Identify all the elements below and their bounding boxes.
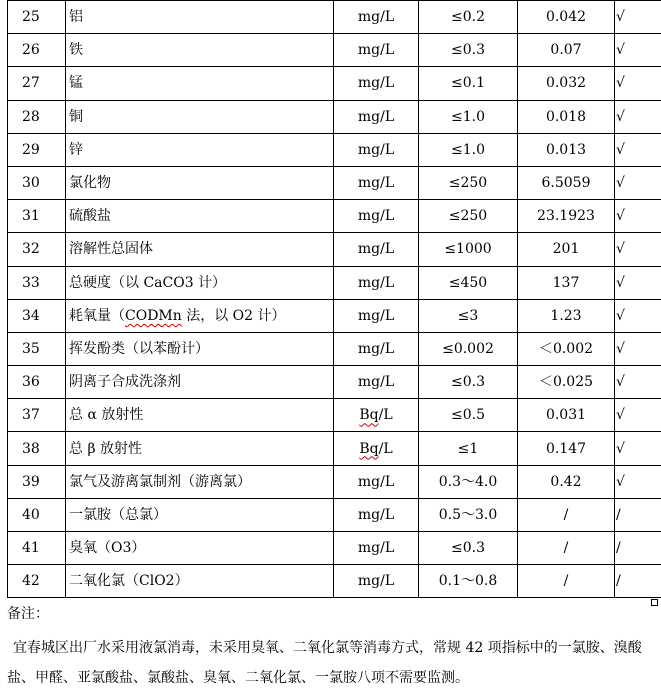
item-value: ＜0.002 [518, 332, 615, 365]
item-limit: ≤0.5 [419, 399, 518, 432]
table-row [8, 432, 661, 465]
item-value: 0.42 [518, 465, 615, 498]
item-name: 氯气及游离氯制剂（游离氯） [66, 465, 334, 498]
item-number: 39 [8, 465, 66, 498]
item-limit: ≤450 [419, 266, 518, 299]
item-value: 0.013 [518, 133, 615, 166]
item-unit: mg/L [334, 299, 419, 332]
item-limit: ≤250 [419, 200, 518, 233]
item-name: 铜 [66, 100, 334, 133]
item-status-mark: √ [615, 399, 661, 432]
item-number: 26 [8, 34, 66, 67]
item-limit: 0.1～0.8 [419, 565, 518, 598]
item-limit: 0.5～3.0 [419, 498, 518, 531]
item-limit: ≤1000 [419, 233, 518, 266]
item-status-mark: √ [615, 67, 661, 100]
note-text: 宜春城区出厂水采用液氯消毒，未采用臭氧、二氧化氯等消毒方式，常规 42 项指标中的一氯胺、溴酸盐、甲醛、亚氯酸盐、氯酸盐、臭氧、二氧化氯、一氯胺八项不需要监测。 [7, 633, 657, 693]
item-unit: mg/L [334, 565, 419, 598]
item-limit: ≤0.002 [419, 332, 518, 365]
table-row [8, 299, 661, 332]
item-unit: mg/L [334, 133, 419, 166]
item-status-mark: √ [615, 233, 661, 266]
item-value: 6.5059 [518, 166, 615, 199]
item-name: 阴离子合成洗涤剂 [66, 366, 334, 399]
item-number: 41 [8, 532, 66, 565]
item-value: 0.07 [518, 34, 615, 67]
item-status-mark: √ [615, 200, 661, 233]
item-name-part: 耗氧量（ [69, 308, 125, 324]
item-unit: mg/L [334, 465, 419, 498]
item-name: 铁 [66, 34, 334, 67]
item-limit: ≤0.3 [419, 532, 518, 565]
item-status-mark: √ [615, 166, 661, 199]
item-limit: ≤1.0 [419, 133, 518, 166]
item-limit: ≤1.0 [419, 100, 518, 133]
table-row [8, 266, 661, 299]
item-limit: ≤0.3 [419, 366, 518, 399]
item-status-mark: √ [615, 1, 661, 34]
item-name [66, 299, 334, 332]
item-value: 0.032 [518, 67, 615, 100]
table-row [8, 465, 661, 498]
item-unit: mg/L [334, 366, 419, 399]
item-value: 23.1923 [518, 200, 615, 233]
item-name: 臭氧（O3） [66, 532, 334, 565]
unit-part: /L [379, 407, 393, 423]
note-label: 备注： [7, 604, 49, 624]
item-status-mark: √ [615, 432, 661, 465]
item-number: 37 [8, 399, 66, 432]
item-unit: mg/L [334, 233, 419, 266]
item-name: 锰 [66, 67, 334, 100]
table-row [8, 1, 661, 34]
item-unit: mg/L [334, 1, 419, 34]
item-number: 40 [8, 498, 66, 531]
item-number: 30 [8, 166, 66, 199]
table-body [8, 1, 661, 598]
unit-term: Bq [359, 407, 378, 423]
item-number: 25 [8, 1, 66, 34]
item-unit [334, 432, 419, 465]
item-value: 0.018 [518, 100, 615, 133]
table-row [8, 233, 661, 266]
item-value: 0.147 [518, 432, 615, 465]
item-status-mark: √ [615, 100, 661, 133]
item-name: 硫酸盐 [66, 200, 334, 233]
item-name: 挥发酚类（以苯酚计） [66, 332, 334, 365]
item-number: 42 [8, 565, 66, 598]
item-limit: ≤0.2 [419, 1, 518, 34]
item-unit: mg/L [334, 166, 419, 199]
table-resize-handle[interactable] [651, 599, 658, 606]
item-name: 锌 [66, 133, 334, 166]
item-status-mark: √ [615, 465, 661, 498]
item-number: 36 [8, 366, 66, 399]
item-number: 34 [8, 299, 66, 332]
item-unit: mg/L [334, 67, 419, 100]
item-status-mark: √ [615, 133, 661, 166]
water-quality-table [7, 0, 661, 598]
table-row [8, 532, 661, 565]
item-name: 溶解性总固体 [66, 233, 334, 266]
item-name: 二氧化氯（ClO2） [66, 565, 334, 598]
item-name: 总 α 放射性 [66, 399, 334, 432]
item-unit: mg/L [334, 34, 419, 67]
unit-term: Bq [359, 441, 378, 457]
table-row [8, 166, 661, 199]
item-status-mark: / [615, 532, 661, 565]
item-name: 总 β 放射性 [66, 432, 334, 465]
item-name: 总硬度（以 CaCO3 计） [66, 266, 334, 299]
table-row [8, 67, 661, 100]
item-status-mark: / [615, 498, 661, 531]
item-unit: mg/L [334, 332, 419, 365]
table-row [8, 498, 661, 531]
item-name-term: CODMn [125, 308, 182, 324]
item-value: 0.031 [518, 399, 615, 432]
item-value: / [518, 532, 615, 565]
item-status-mark: √ [615, 366, 661, 399]
item-number: 38 [8, 432, 66, 465]
item-value: / [518, 498, 615, 531]
item-number: 31 [8, 200, 66, 233]
item-limit: ≤250 [419, 166, 518, 199]
item-unit: mg/L [334, 266, 419, 299]
item-number: 32 [8, 233, 66, 266]
item-unit: mg/L [334, 100, 419, 133]
item-number: 29 [8, 133, 66, 166]
table-row [8, 399, 661, 432]
item-limit: ≤0.1 [419, 67, 518, 100]
item-name: 一氯胺（总氯） [66, 498, 334, 531]
item-number: 27 [8, 67, 66, 100]
item-status-mark: √ [615, 266, 661, 299]
item-unit [334, 399, 419, 432]
item-status-mark: / [615, 565, 661, 598]
item-value: 137 [518, 266, 615, 299]
table-row [8, 366, 661, 399]
item-name-part: 法，以 O2 计） [182, 308, 286, 324]
item-number: 33 [8, 266, 66, 299]
item-status-mark: √ [615, 299, 661, 332]
item-status-mark: √ [615, 34, 661, 67]
item-number: 28 [8, 100, 66, 133]
item-value: / [518, 565, 615, 598]
unit-part: /L [379, 441, 393, 457]
item-value: ＜0.025 [518, 366, 615, 399]
item-value: 201 [518, 233, 615, 266]
table-row [8, 100, 661, 133]
table-row [8, 332, 661, 365]
item-name: 铝 [66, 1, 334, 34]
table-row [8, 565, 661, 598]
item-status-mark: √ [615, 332, 661, 365]
item-value: 0.042 [518, 1, 615, 34]
item-limit: ≤3 [419, 299, 518, 332]
item-limit: ≤0.3 [419, 34, 518, 67]
item-limit: ≤1 [419, 432, 518, 465]
item-unit: mg/L [334, 200, 419, 233]
item-number: 35 [8, 332, 66, 365]
item-limit: 0.3～4.0 [419, 465, 518, 498]
item-value: 1.23 [518, 299, 615, 332]
table-row [8, 133, 661, 166]
item-unit: mg/L [334, 532, 419, 565]
item-name: 氯化物 [66, 166, 334, 199]
item-unit: mg/L [334, 498, 419, 531]
table-row [8, 200, 661, 233]
table-row [8, 34, 661, 67]
